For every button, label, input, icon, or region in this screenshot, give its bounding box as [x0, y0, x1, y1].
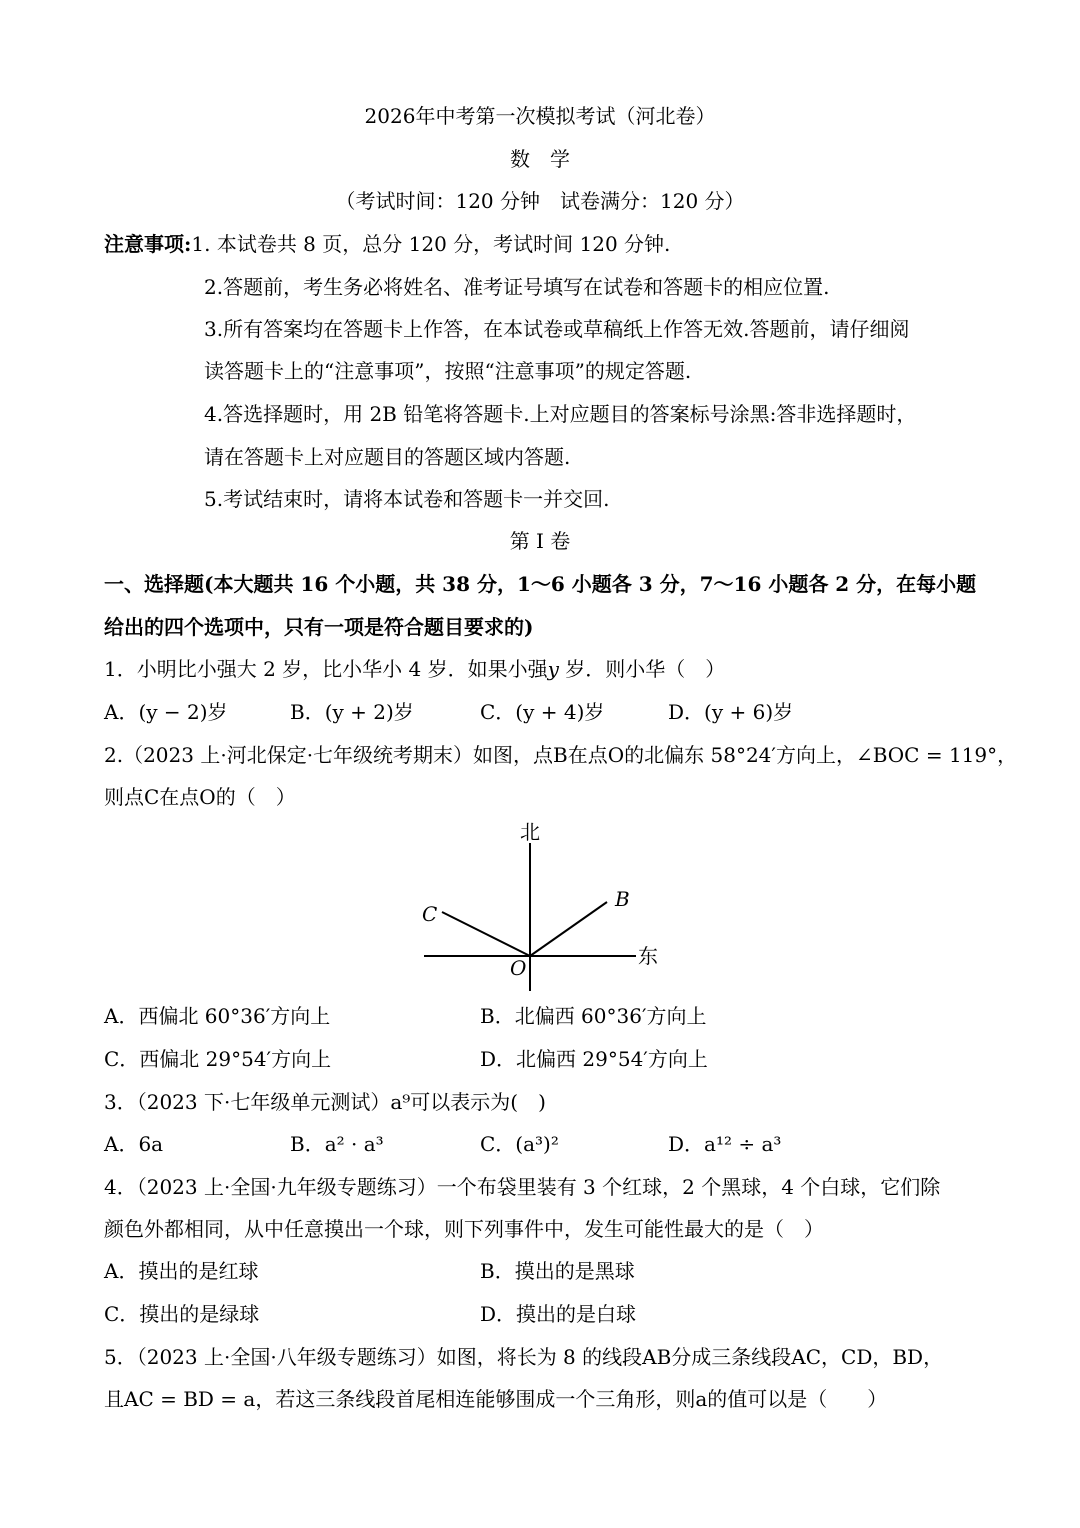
part1-heading: 一、选择题(本大题共 16 个小题，共 38 分，1～6 小题各 3 分，7～16 小题各 2 分，在每小题	[104, 572, 977, 596]
q1-option-d: D．(y + 6)岁	[668, 700, 794, 724]
point-b-label: B	[615, 887, 630, 911]
notice-item: 2.答题前，考生务必将姓名、准考证号填写在试卷和答题卡的相应位置.	[204, 275, 830, 299]
question-5-stem: 5．（2023 上·全国·八年级专题练习）如图，将长为 8 的线段AB分成三条线段AC，CD，BD，	[104, 1345, 944, 1369]
question-1-stem	[104, 655, 725, 683]
exam-info: （考试时间：120 分钟 试卷满分：120 分）	[335, 189, 745, 213]
question-2-stem-cont: 则点C在点O的（ ）	[104, 785, 296, 809]
q4-option-c: C．摸出的是绿球	[104, 1302, 260, 1326]
compass-diagram	[410, 815, 670, 995]
east-label: 东	[638, 944, 658, 968]
notice-label: 注意事项:	[104, 232, 192, 256]
q2-option-c: C．西偏北 29°54′方向上	[104, 1047, 332, 1071]
q1-option-a: A．(y − 2)岁	[104, 700, 228, 724]
q3-option-a: A．6a	[104, 1132, 164, 1156]
q1-stem-text: 1．小明比小强大 2 岁，比小华小 4 岁．如果小强	[104, 657, 548, 681]
question-2-stem: 2.（2023 上·河北保定·七年级统考期末）如图，点B在点O的北偏东 58°24′方向上，∠BOC = 119°，	[104, 743, 1018, 767]
notice-item: 请在答题卡上对应题目的答题区域内答题.	[204, 445, 571, 469]
question-3-stem: 3．（2023 下·七年级单元测试）a⁹可以表示为( )	[104, 1090, 546, 1114]
ray-oc	[442, 912, 530, 956]
q3-option-d: D．a¹² ÷ a³	[668, 1132, 782, 1156]
notice-item: 1. 本试卷共 8 页，总分 120 分，考试时间 120 分钟.	[191, 232, 671, 256]
q4-option-d: D．摸出的是白球	[480, 1302, 637, 1326]
q4-option-a: A．摸出的是红球	[104, 1259, 259, 1283]
question-5-stem-cont: 且AC = BD = a，若这三条线段首尾相连能够围成一个三角形，则a的值可以是（ ）	[104, 1387, 888, 1411]
q1-var: y	[547, 657, 559, 681]
q1-stem-end: 岁．则小华（ ）	[558, 657, 726, 681]
question-4-stem-cont: 颜色外都相同，从中任意摸出一个球，则下列事件中，发生可能性最大的是（ ）	[104, 1217, 824, 1241]
exam-title: 2026年中考第一次模拟考试（河北卷）	[364, 104, 716, 128]
notice-item: 4.答选择题时，用 2B 铅笔将答题卡.上对应题目的答案标号涂黑:答非选择题时，	[204, 402, 917, 426]
notice-item: 读答题卡上的“注意事项”，按照“注意事项”的规定答题.	[204, 359, 692, 383]
north-label: 北	[520, 820, 540, 844]
notice-item: 5.考试结束时，请将本试卷和答题卡一并交回.	[204, 487, 610, 511]
notice-block	[104, 230, 670, 258]
q3-option-c: C．(a³)²	[480, 1132, 559, 1156]
q4-option-b: B．摸出的是黑球	[480, 1259, 635, 1283]
q2-option-b: B．北偏西 60°36′方向上	[480, 1004, 707, 1028]
q2-option-d: D．北偏西 29°54′方向上	[480, 1047, 708, 1071]
q1-option-b: B．(y + 2)岁	[290, 700, 414, 724]
notice-item: 3.所有答案均在答题卡上作答，在本试卷或草稿纸上作答无效.答题前，请仔细阅	[204, 317, 910, 341]
point-o-label: O	[510, 956, 527, 980]
point-c-label: C	[422, 902, 438, 926]
q2-option-a: A．西偏北 60°36′方向上	[104, 1004, 331, 1028]
q1-option-c: C．(y + 4)岁	[480, 700, 605, 724]
question-4-stem: 4．（2023 上·全国·九年级专题练习）一个布袋里装有 3 个红球，2 个黑球，4 个白球，它们除	[104, 1175, 941, 1199]
q3-option-b: B．a² · a³	[290, 1132, 384, 1156]
subject-title: 数 学	[510, 147, 570, 171]
ray-ob	[530, 902, 607, 956]
section-title: 第 I 卷	[509, 529, 571, 553]
part1-heading-cont: 给出的四个选项中，只有一项是符合题目要求的)	[104, 615, 534, 639]
